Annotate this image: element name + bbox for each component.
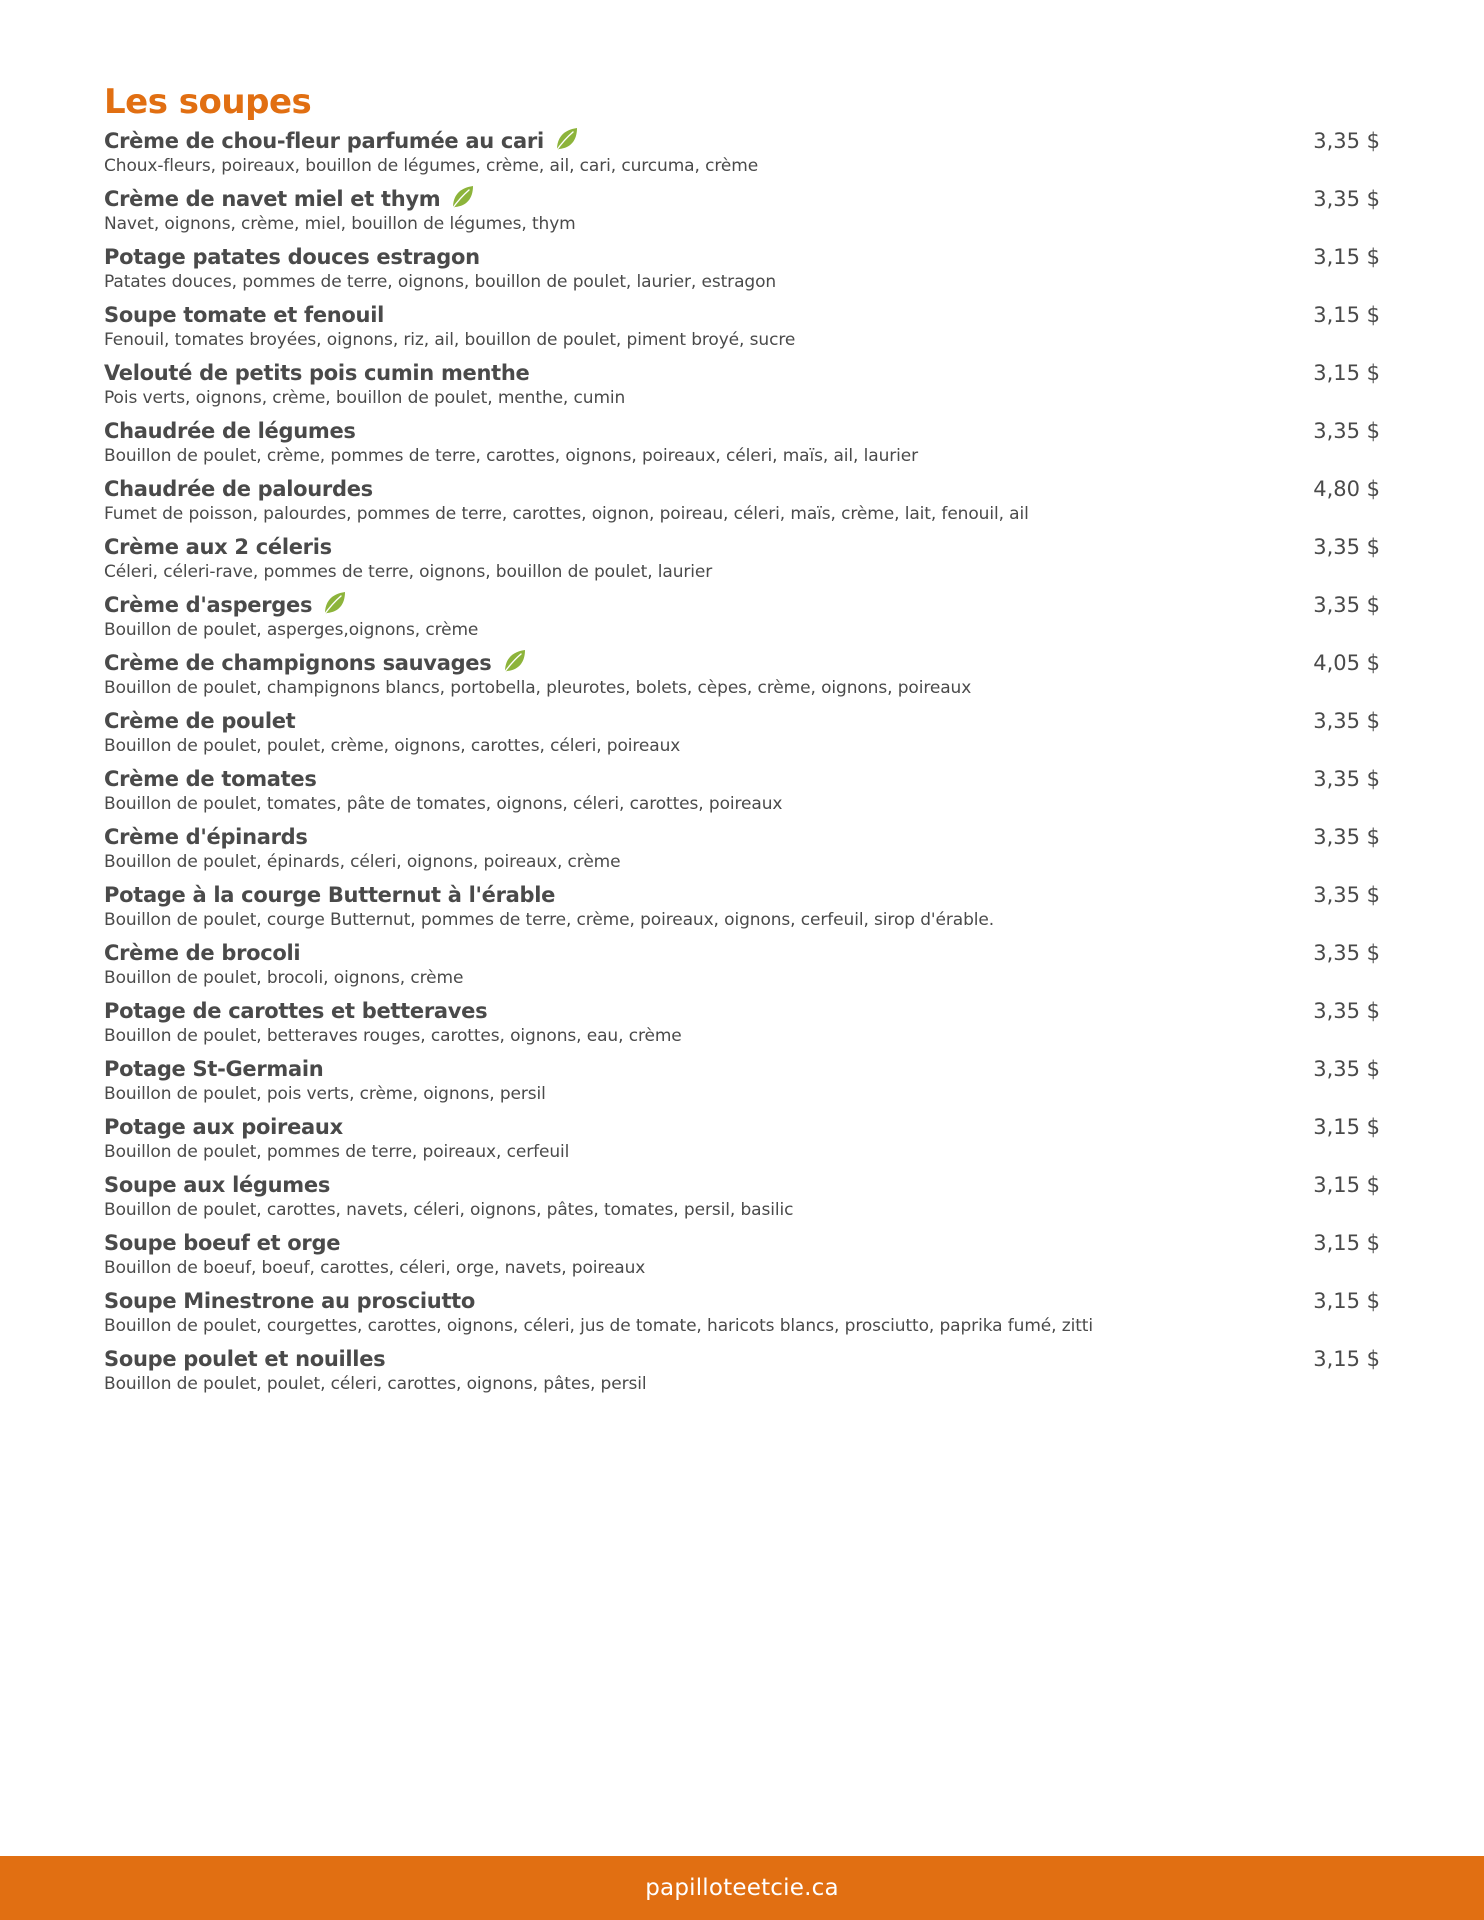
menu-item-name: Chaudrée de palourdes — [104, 477, 373, 501]
menu-item-ingredients: Bouillon de poulet, champignons blancs, portobella, pleurotes, bolets, cèpes, crème, oignons, poireaux — [104, 678, 972, 698]
menu-item-name-row — [104, 706, 1380, 736]
menu-item-price: 3,35 $ — [1313, 419, 1380, 443]
leaf-icon — [449, 184, 475, 210]
menu-item-name-row — [104, 764, 1380, 794]
menu-item-price: 3,35 $ — [1313, 129, 1380, 153]
menu-item — [104, 1170, 1380, 1228]
page-title: Les soupes — [104, 82, 312, 122]
menu-item-price: 3,35 $ — [1313, 941, 1380, 965]
menu-item — [104, 474, 1380, 532]
menu-item-ingredients: Bouillon de poulet, carottes, navets, céleri, oignons, pâtes, tomates, persil, basilic — [104, 1200, 794, 1220]
menu-item-name-row — [104, 938, 1380, 968]
menu-item — [104, 126, 1380, 184]
menu-item-ingredients: Bouillon de poulet, crème, pommes de terre, carottes, oignons, poireaux, céleri, maïs, ail, laurier — [104, 446, 919, 466]
menu-item-ingredients: Bouillon de poulet, asperges,oignons, crème — [104, 620, 479, 640]
menu-item-ingredients: Céleri, céleri-rave, pommes de terre, oignons, bouillon de poulet, laurier — [104, 562, 713, 582]
menu-item-name-row — [104, 1112, 1380, 1142]
menu-item — [104, 532, 1380, 590]
menu-item-name: Soupe tomate et fenouil — [104, 303, 384, 327]
menu-item-name-row — [104, 416, 1380, 446]
menu-item — [104, 706, 1380, 764]
menu-item-list — [104, 126, 1380, 1402]
menu-item-ingredients: Navet, oignons, crème, miel, bouillon de légumes, thym — [104, 214, 576, 234]
menu-item-name: Potage à la courge Butternut à l'érable — [104, 883, 556, 907]
footer-bar — [0, 1856, 1484, 1920]
menu-item-price: 4,80 $ — [1313, 477, 1380, 501]
menu-item-name-row — [104, 996, 1380, 1026]
website-link[interactable]: papilloteetcie.ca — [645, 1875, 839, 1901]
menu-item — [104, 300, 1380, 358]
menu-item-price: 3,35 $ — [1313, 1057, 1380, 1081]
menu-item-ingredients: Choux-fleurs, poireaux, bouillon de légumes, crème, ail, cari, curcuma, crème — [104, 156, 759, 176]
menu-item-price: 4,05 $ — [1313, 651, 1380, 675]
menu-item-ingredients: Bouillon de poulet, courge Butternut, pommes de terre, crème, poireaux, oignons, cerfeuil, sirop d'érable. — [104, 910, 995, 930]
menu-item-price: 3,15 $ — [1313, 1173, 1380, 1197]
menu-item-name: Crème de chou-fleur parfumée au cari — [104, 129, 544, 153]
menu-item-price: 3,35 $ — [1313, 593, 1380, 617]
menu-item-name: Potage St-Germain — [104, 1057, 324, 1081]
menu-item-ingredients: Bouillon de poulet, pois verts, crème, oignons, persil — [104, 1084, 546, 1104]
menu-item-name: Potage de carottes et betteraves — [104, 999, 488, 1023]
menu-item-name-row — [104, 1170, 1380, 1200]
menu-item-name: Crème de brocoli — [104, 941, 301, 965]
menu-item-name-row — [104, 358, 1380, 388]
menu-item — [104, 358, 1380, 416]
menu-item-price: 3,35 $ — [1313, 883, 1380, 907]
menu-item-name: Crème de poulet — [104, 709, 296, 733]
menu-item-ingredients: Bouillon de poulet, poulet, crème, oignons, carottes, céleri, poireaux — [104, 736, 681, 756]
menu-item — [104, 822, 1380, 880]
menu-item-name-row — [104, 242, 1380, 272]
menu-item-ingredients: Bouillon de poulet, épinards, céleri, oignons, poireaux, crème — [104, 852, 621, 872]
menu-item-name: Crème de tomates — [104, 767, 317, 791]
leaf-icon — [553, 126, 579, 152]
menu-item-name-row — [104, 822, 1380, 852]
menu-item-name: Potage patates douces estragon — [104, 245, 480, 269]
menu-item — [104, 1112, 1380, 1170]
menu-item-ingredients: Patates douces, pommes de terre, oignons, bouillon de poulet, laurier, estragon — [104, 272, 777, 292]
menu-item — [104, 764, 1380, 822]
menu-item-price: 3,35 $ — [1313, 825, 1380, 849]
menu-item-name-row — [104, 590, 1380, 620]
menu-item-name-row — [104, 1344, 1380, 1374]
leaf-icon — [321, 590, 347, 616]
menu-item — [104, 184, 1380, 242]
menu-item — [104, 938, 1380, 996]
menu-item-price: 3,35 $ — [1313, 767, 1380, 791]
menu-item — [104, 648, 1380, 706]
menu-item-ingredients: Bouillon de poulet, courgettes, carottes, oignons, céleri, jus de tomate, haricots blancs, prosciutto, paprika fumé, zitti — [104, 1316, 1093, 1336]
menu-item-name-row — [104, 532, 1380, 562]
menu-item — [104, 590, 1380, 648]
soup-menu — [104, 80, 1380, 1402]
menu-item-name-row — [104, 474, 1380, 504]
menu-item-name-row — [104, 1286, 1380, 1316]
menu-item-name: Chaudrée de légumes — [104, 419, 356, 443]
menu-item-price: 3,15 $ — [1313, 1347, 1380, 1371]
menu-item-ingredients: Bouillon de poulet, brocoli, oignons, crème — [104, 968, 464, 988]
menu-item-name: Crème de navet miel et thym — [104, 187, 441, 211]
menu-item-ingredients: Bouillon de poulet, tomates, pâte de tomates, oignons, céleri, carottes, poireaux — [104, 794, 783, 814]
menu-item-name: Potage aux poireaux — [104, 1115, 343, 1139]
menu-item-name: Soupe aux légumes — [104, 1173, 331, 1197]
menu-item-price: 3,15 $ — [1313, 1231, 1380, 1255]
menu-item-price: 3,35 $ — [1313, 999, 1380, 1023]
menu-item-price: 3,35 $ — [1313, 535, 1380, 559]
leaf-icon — [501, 648, 527, 674]
menu-item — [104, 416, 1380, 474]
menu-item-name-row — [104, 1228, 1380, 1258]
menu-item-name-row — [104, 880, 1380, 910]
menu-item-ingredients: Fumet de poisson, palourdes, pommes de terre, carottes, oignon, poireau, céleri, maïs, crème, lait, fenouil, ail — [104, 504, 1029, 524]
menu-item-price: 3,15 $ — [1313, 303, 1380, 327]
menu-item-name: Soupe boeuf et orge — [104, 1231, 341, 1255]
menu-item-name-row — [104, 126, 1380, 156]
menu-item-ingredients: Bouillon de poulet, poulet, céleri, carottes, oignons, pâtes, persil — [104, 1374, 647, 1394]
menu-item — [104, 1228, 1380, 1286]
menu-item-name: Crème de champignons sauvages — [104, 651, 492, 675]
menu-item-name: Soupe poulet et nouilles — [104, 1347, 386, 1371]
menu-item-price: 3,35 $ — [1313, 709, 1380, 733]
menu-item-price: 3,15 $ — [1313, 1115, 1380, 1139]
menu-item-name: Crème d'épinards — [104, 825, 308, 849]
menu-item-ingredients: Bouillon de poulet, betteraves rouges, carottes, oignons, eau, crème — [104, 1026, 682, 1046]
menu-item-ingredients: Bouillon de poulet, pommes de terre, poireaux, cerfeuil — [104, 1142, 570, 1162]
menu-item — [104, 880, 1380, 938]
menu-item — [104, 1344, 1380, 1402]
menu-item-price: 3,35 $ — [1313, 187, 1380, 211]
menu-item-name-row — [104, 1054, 1380, 1084]
menu-item-ingredients: Bouillon de boeuf, boeuf, carottes, céleri, orge, navets, poireaux — [104, 1258, 646, 1278]
menu-item — [104, 1054, 1380, 1112]
menu-item — [104, 1286, 1380, 1344]
menu-item-price: 3,15 $ — [1313, 1289, 1380, 1313]
menu-item-name: Velouté de petits pois cumin menthe — [104, 361, 530, 385]
menu-item-name: Crème d'asperges — [104, 593, 313, 617]
menu-item-name-row — [104, 648, 1380, 678]
menu-item-ingredients: Pois verts, oignons, crème, bouillon de poulet, menthe, cumin — [104, 388, 626, 408]
menu-item-name-row — [104, 184, 1380, 214]
menu-item — [104, 242, 1380, 300]
menu-item-price: 3,15 $ — [1313, 245, 1380, 269]
menu-item-name: Soupe Minestrone au prosciutto — [104, 1289, 476, 1313]
menu-item-name: Crème aux 2 céleris — [104, 535, 332, 559]
menu-item — [104, 996, 1380, 1054]
menu-item-ingredients: Fenouil, tomates broyées, oignons, riz, ail, bouillon de poulet, piment broyé, sucre — [104, 330, 796, 350]
menu-item-name-row — [104, 300, 1380, 330]
menu-item-price: 3,15 $ — [1313, 361, 1380, 385]
